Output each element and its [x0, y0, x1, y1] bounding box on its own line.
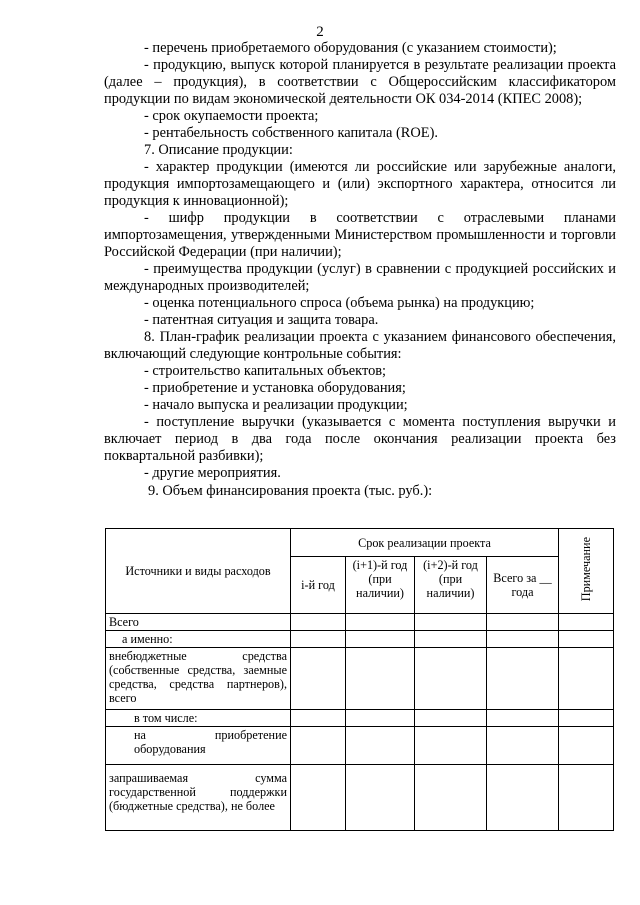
table-cell	[415, 765, 487, 831]
list-item-demand: - оценка потенциального спроса (объема рынка) на продукцию;	[144, 295, 535, 311]
table-cell	[559, 710, 614, 727]
list-item-payback: - срок окупаемости проекта;	[144, 108, 319, 124]
header-note: Примечание	[579, 537, 593, 602]
table-header-row	[106, 529, 614, 557]
table-row	[106, 710, 614, 727]
table-cell	[291, 614, 346, 631]
row-label: а именно:	[106, 631, 291, 648]
header-total: Всего за __ года	[487, 557, 559, 614]
table-cell	[346, 614, 415, 631]
table-cell	[346, 765, 415, 831]
table-cell	[487, 648, 559, 710]
list-item-product-code: - шифр продукции в соответствии с отраслевыми планами импортозамещения, утвержденными Министерством промышленности и торговли Российской Федерации (при наличии);	[104, 210, 616, 260]
section-8-heading: 8. План-график реализации проекта с указанием финансового обеспечения, включающий следующие контрольные события:	[104, 329, 616, 362]
table-cell	[346, 631, 415, 648]
table-cell	[487, 727, 559, 765]
table-row	[106, 614, 614, 631]
table-cell	[415, 727, 487, 765]
table-cell	[291, 727, 346, 765]
header-year-i1: (i+1)-й год (при наличии)	[346, 557, 415, 614]
header-note-cell	[559, 529, 614, 614]
table-cell	[346, 710, 415, 727]
list-item-equipment: - перечень приобретаемого оборудования (с указанием стоимости);	[144, 40, 557, 56]
list-item-roe: - рентабельность собственного капитала (ROE).	[144, 125, 438, 141]
list-item-production-start: - начало выпуска и реализации продукции;	[144, 397, 408, 413]
table-cell	[346, 648, 415, 710]
table-cell	[291, 765, 346, 831]
list-item-construction: - строительство капитальных объектов;	[144, 363, 387, 379]
page-number: 2	[316, 24, 324, 40]
table-cell	[559, 631, 614, 648]
header-period: Срок реализации проекта	[291, 529, 559, 557]
financing-table	[105, 528, 614, 831]
table-cell	[415, 631, 487, 648]
list-item-equipment-install: - приобретение и установка оборудования;	[144, 380, 406, 396]
table-cell	[487, 765, 559, 831]
list-item-product-character: - характер продукции (имеются ли российские или зарубежные аналоги, продукция импортозамещающего и (или) экспортного характера, относится ли продукция к инновационной);	[104, 159, 616, 209]
header-year-i2: (i+2)-й год (при наличии)	[415, 557, 487, 614]
row-label: внебюджетные средства (собственные средства, заемные средства, средства партнеров), всего	[106, 648, 291, 710]
row-label: в том числе:	[106, 710, 291, 727]
list-item-revenue: - поступление выручки (указывается с момента поступления выручки и включает период в два года после окончания реализации проекта без поквартальной разбивки);	[104, 414, 616, 464]
table-cell	[487, 614, 559, 631]
table-cell	[487, 710, 559, 727]
table-cell	[559, 648, 614, 710]
table-cell	[291, 631, 346, 648]
table-cell	[487, 631, 559, 648]
table-cell	[291, 710, 346, 727]
header-sources: Источники и виды расходов	[106, 529, 291, 614]
section-9-heading: 9. Объем финансирования проекта (тыс. руб.):	[148, 483, 433, 499]
table-cell	[559, 614, 614, 631]
table-cell	[346, 727, 415, 765]
table-cell	[559, 727, 614, 765]
table-row	[106, 765, 614, 831]
table-row	[106, 727, 614, 765]
list-item-products: - продукцию, выпуск которой планируется в результате реализации проекта (далее – продукция), в соответствии с Общероссийским классификатором продукции по видам экономической деятельности ОК 034-2014 (КПЕС 2008);	[104, 57, 616, 107]
table-row	[106, 631, 614, 648]
list-item-patent: - патентная ситуация и защита товара.	[144, 312, 379, 328]
table-cell	[415, 710, 487, 727]
table-row	[106, 648, 614, 710]
section-7-heading: 7. Описание продукции:	[144, 142, 293, 158]
table-cell	[415, 614, 487, 631]
list-item-advantages: - преимущества продукции (услуг) в сравнении с продукцией российских и международных производителей;	[104, 261, 616, 294]
list-item-other: - другие мероприятия.	[144, 465, 281, 481]
header-year-i: i-й год	[291, 557, 346, 614]
row-label: запрашиваемая сумма государственной поддержки (бюджетные средства), не более	[106, 765, 291, 831]
row-label: на приобретение оборудования	[106, 727, 291, 765]
table-cell	[291, 648, 346, 710]
row-label: Всего	[106, 614, 291, 631]
document-body	[104, 40, 616, 500]
table-cell	[415, 648, 487, 710]
table-cell	[559, 765, 614, 831]
